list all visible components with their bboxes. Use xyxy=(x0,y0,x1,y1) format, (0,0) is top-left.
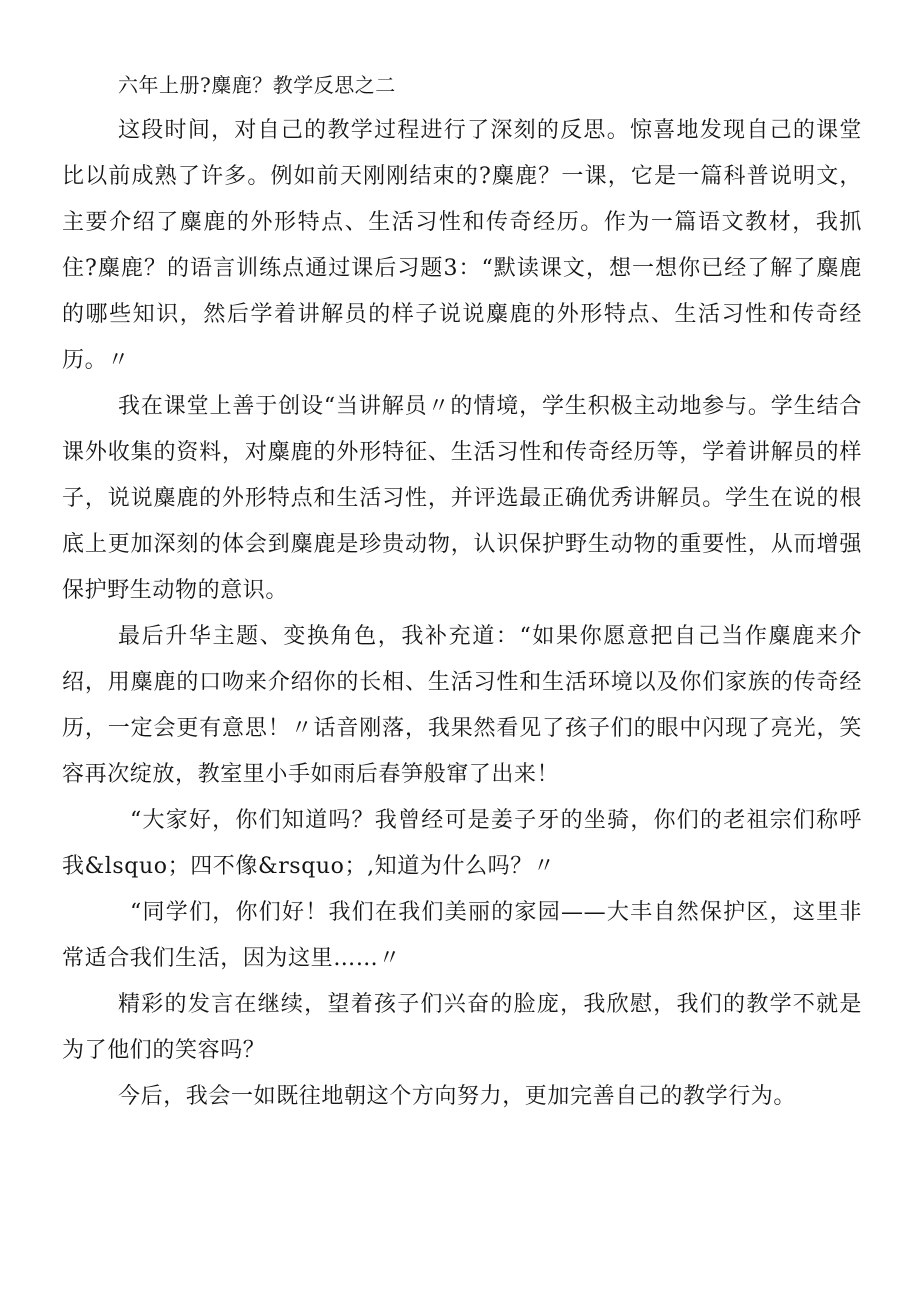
paragraph-guide-activity: 我在课堂上善于创设“当讲解员〃的情境，学生积极主动地参与。学生结合课外收集的资料，对麋鹿的外形特征、生活习性和传奇经历等，学着讲解员的样子，说说麋鹿的外形特点和生活习性，并评选最正确优秀讲解员。学生在说的根底上更加深刻的体会到麋鹿是珍贵动物，认识保护野生动物的重要性，从而增强保护野生动物的意识。 xyxy=(62,394,862,603)
paragraph-closing-2: 今后，我会一如既往地朝这个方向努力，更加完善自己的教学行为。 xyxy=(118,1084,797,1109)
document-title: 六年上册?麋鹿？教学反思之二 xyxy=(118,73,396,97)
paragraph-reflection-intro: 这段时间，对自己的教学过程进行了深刻的反思。惊喜地发现自己的课堂比以前成熟了许多。例如前天刚刚结束的?麋鹿？一课，它是一篇科普说明文，主要介绍了麋鹿的外形特点、生活习性和传奇经历。作为一篇语文教材，我抓住?麋鹿？的语言训练点通过课后习题3：“默读课文，想一想你已经了解了麋鹿的哪些知识，然后学着讲解员的样子说说麋鹿的外形特点、生活习性和传奇经历。〃 xyxy=(62,118,862,373)
student-quote-2: “同学们，你们好！我们在我们美丽的家园——大丰自然保护区，这里非常适合我们生活，因为这里……〃 xyxy=(62,900,862,971)
document-page xyxy=(62,62,862,1120)
paragraph-closing-1: 精彩的发言在继续，望着孩子们兴奋的脸庞，我欣慰，我们的教学不就是为了他们的笑容吗？ xyxy=(62,992,862,1063)
paragraph-role-change: 最后升华主题、变换角色，我补充道：“如果你愿意把自己当作麋鹿来介绍，用麋鹿的口吻来介绍你的长相、生活习性和生活环境以及你们家族的传奇经历，一定会更有意思！〃话音刚落，我果然看见了孩子们的眼中闪现了亮光，笑容再次绽放，教室里小手如雨后春笋般窜了出来！ xyxy=(62,624,862,787)
student-quote-1: “大家好，你们知道吗？我曾经可是姜子牙的坐骑，你们的老祖宗们称呼我&lsquo；四不像&rsquo；,知道为什么吗？〃 xyxy=(62,808,862,879)
